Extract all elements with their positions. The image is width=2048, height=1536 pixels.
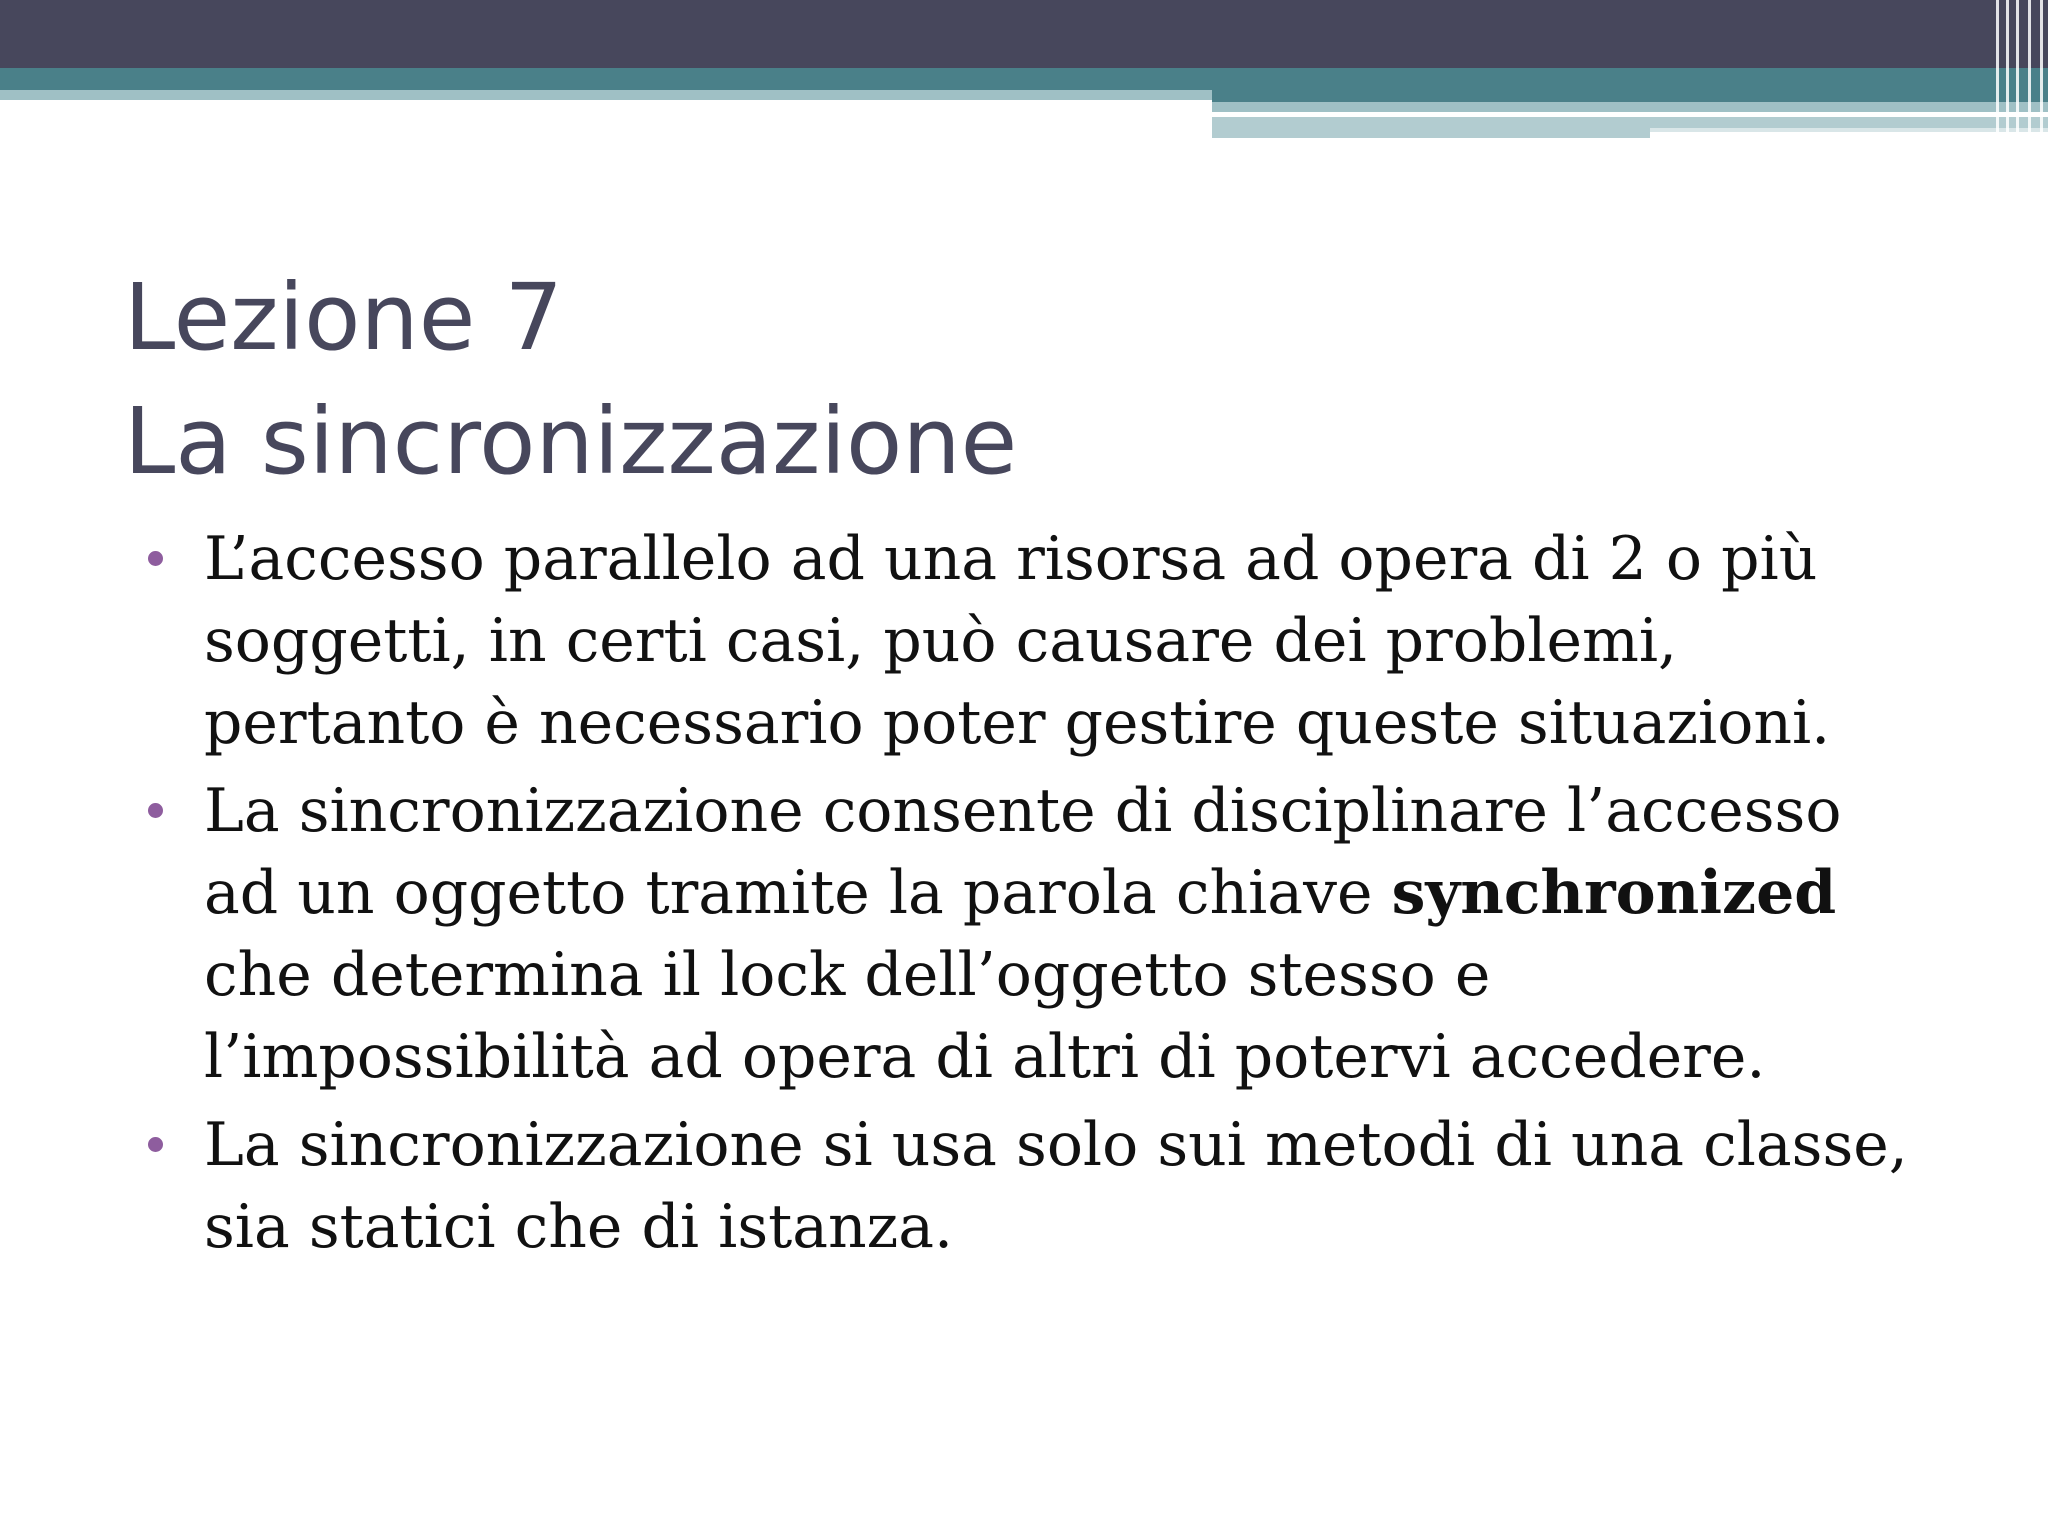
slide-title xyxy=(124,256,1017,504)
bullet-dot-icon xyxy=(148,551,163,566)
bullet-text-1: L’accesso parallelo ad una risorsa ad opera di 2 o più soggetti, in certi casi, può causare dei problemi, pertanto è necessario poter gestire queste situazioni. xyxy=(204,524,1831,758)
bullet-item-3 xyxy=(148,1104,1928,1268)
header-band-teal-right xyxy=(1212,90,2048,102)
header-band-light-right-3 xyxy=(1212,128,1650,138)
bullet-item-2 xyxy=(148,770,1928,1098)
slide-title-line-2: La sincronizzazione xyxy=(124,388,1018,495)
bullet-list xyxy=(148,518,1928,1274)
header-band-light-left xyxy=(0,90,1212,100)
header-band-teal xyxy=(0,68,2048,90)
bullet-dot-icon xyxy=(148,1137,163,1152)
bullet-text-2-after: che determina il lock dell’oggetto stesso e l’impossibilità ad opera di altri di potervi accedere. xyxy=(204,940,1766,1092)
header-band-light-right xyxy=(1212,102,2048,112)
bullet-text-2-before: La sincronizzazione consente di disciplinare l’accesso ad un oggetto tramite la parola chiave xyxy=(204,776,1842,928)
header-vertical-stripes xyxy=(1990,0,2048,138)
bullet-item-1 xyxy=(148,518,1928,764)
keyword-synchronized: synchronized xyxy=(1391,858,1837,928)
header-band-dark xyxy=(0,0,2048,68)
bullet-text-3: La sincronizzazione si usa solo sui metodi di una classe, sia statici che di istanza. xyxy=(204,1110,1908,1262)
slide-title-line-1: Lezione 7 xyxy=(124,264,564,371)
header-band-light-right-2 xyxy=(1212,117,2048,128)
bullet-dot-icon xyxy=(148,803,163,818)
header-white-line-2 xyxy=(1650,128,2048,132)
